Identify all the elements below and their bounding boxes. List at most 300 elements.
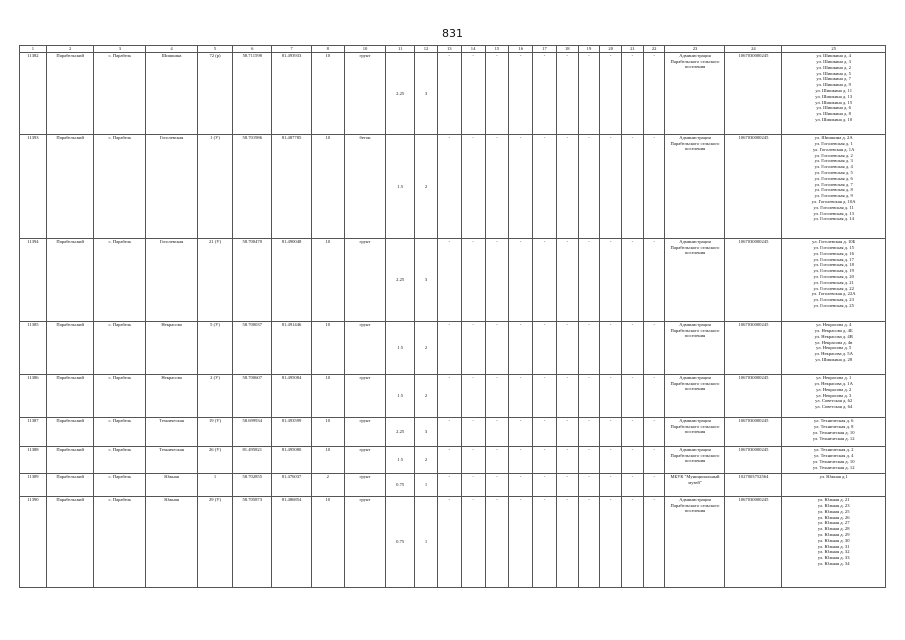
cell-street: Южная: [146, 497, 198, 588]
cell-settlement: Парабельский: [46, 322, 94, 375]
table-row: [20, 53, 886, 135]
cell-owner: Администрация Парабельского сельского поселения: [665, 239, 725, 322]
cell-area: 10: [311, 447, 344, 474]
cell-id: 11382: [20, 53, 47, 135]
cell-ogrn: 1067030000245: [725, 418, 782, 447]
cell-empty-dash: -: [533, 447, 557, 474]
column-header: 23: [665, 46, 725, 53]
cell-served-addresses: [782, 418, 886, 447]
served-address: ул. Гоголевская д. 8: [814, 187, 853, 193]
served-address: ул. Гоголевская д. 9: [814, 193, 853, 199]
served-address: ул. Некрасова д. 4В: [814, 333, 853, 339]
cell-col12: 3: [415, 418, 438, 447]
cell-empty-dash: -: [643, 474, 665, 497]
cell-empty-dash: -: [509, 239, 533, 322]
column-header: 6: [233, 46, 272, 53]
served-address: ул. Гоголевская д. 11: [813, 204, 854, 210]
cell-owner: Администрация Парабельского сельского поселения: [665, 53, 725, 135]
cell-empty-dash: -: [437, 322, 461, 375]
cell-settlement: Парабельский: [46, 135, 94, 239]
served-address: ул. Гоголевская д. 17: [813, 256, 854, 262]
cell-empty-dash: -: [600, 497, 622, 588]
cell-col11: 1.5: [386, 375, 415, 418]
cell-served-addresses: [782, 53, 886, 135]
column-header: 12: [415, 46, 438, 53]
cell-empty-dash: -: [622, 239, 644, 322]
cell-owner: Администрация Парабельского сельского поселения: [665, 322, 725, 375]
served-address: ул. Шишкина д. 2А: [814, 135, 853, 141]
cell-settlement: Парабельский: [46, 375, 94, 418]
table-row: [20, 418, 886, 447]
cell-area: 10: [311, 322, 344, 375]
cell-street: Гоголевская: [146, 135, 198, 239]
cell-empty-dash: -: [461, 53, 485, 135]
cell-locality: с. Парабель: [94, 53, 146, 135]
cell-street: Некрасова: [146, 322, 198, 375]
column-header: 1: [20, 46, 47, 53]
cell-longitude: 81.493599: [272, 418, 311, 447]
served-address: ул. Некрасова д. 2: [816, 386, 852, 392]
cell-col12: 3: [415, 239, 438, 322]
cell-col12: 2: [415, 447, 438, 474]
cell-empty-dash: -: [622, 375, 644, 418]
cell-empty-dash: -: [485, 447, 509, 474]
column-header: 20: [600, 46, 622, 53]
served-address: ул. Гоголевская д. 10Б: [812, 239, 856, 245]
served-address: ул. Южная д. 31: [817, 543, 850, 549]
cell-longitude: 81.476037: [272, 474, 311, 497]
cell-empty-dash: -: [437, 447, 461, 474]
table-row: [20, 239, 886, 322]
cell-id: 11394: [20, 239, 47, 322]
column-header: 15: [485, 46, 509, 53]
cell-empty-dash: -: [600, 474, 622, 497]
cell-surface: грунт: [344, 418, 385, 447]
cell-surface: бетон: [344, 135, 385, 239]
cell-street: Шишкина: [146, 53, 198, 135]
cell-owner: Администрация Парабельского сельского поселения: [665, 447, 725, 474]
cell-col12: 3: [415, 53, 438, 135]
cell-settlement: Парабельский: [46, 53, 94, 135]
cell-longitude: 81.495080: [272, 447, 311, 474]
cell-house: 5 (У): [197, 322, 232, 375]
served-address: ул. Некрасова д. 1А: [814, 381, 853, 387]
cell-empty-dash: -: [578, 322, 600, 375]
served-address: ул. Гоголевская д. 1А: [812, 146, 855, 152]
column-header: 24: [725, 46, 782, 53]
cell-empty-dash: -: [461, 322, 485, 375]
cell-longitude: 81.486854: [272, 497, 311, 588]
cell-area: 10: [311, 418, 344, 447]
served-address: ул. Гоголевская д. 23: [813, 297, 854, 303]
cell-empty-dash: -: [437, 497, 461, 588]
served-address: ул. Техническая д. 12: [812, 464, 855, 470]
served-address: ул. Техническая д. 2: [813, 447, 854, 453]
cell-empty-dash: -: [556, 375, 578, 418]
served-address: ул. Южная д.1: [819, 474, 848, 480]
served-address: ул. Гоголевская д. 1: [814, 141, 853, 147]
cell-street: Некрасова: [146, 375, 198, 418]
cell-ogrn: 1067030000245: [725, 447, 782, 474]
cell-empty-dash: -: [556, 135, 578, 239]
cell-empty-dash: -: [437, 375, 461, 418]
cell-empty-dash: -: [533, 239, 557, 322]
served-address: ул. Гоголевская д. 2: [814, 152, 853, 158]
table-row: [20, 375, 886, 418]
cell-empty-dash: -: [437, 418, 461, 447]
cell-empty-dash: -: [643, 418, 665, 447]
cell-empty-dash: -: [556, 322, 578, 375]
cell-surface: грунт: [344, 53, 385, 135]
cell-house: 72 (р): [197, 53, 232, 135]
column-header: 13: [437, 46, 461, 53]
column-header: 22: [643, 46, 665, 53]
cell-owner: Администрация Парабельского сельского поселения: [665, 375, 725, 418]
served-address: ул. Некрасова д. 4в: [815, 339, 853, 345]
served-address: ул. Гоголевская д. 25: [813, 303, 854, 309]
cell-longitude: 81.495084: [272, 375, 311, 418]
served-address: ул. Южная д. 25: [817, 508, 850, 514]
cell-empty-dash: -: [556, 497, 578, 588]
column-header: 7: [272, 46, 311, 53]
served-address: ул. Шишкина д. 28: [815, 357, 853, 363]
cell-col11: 1.5: [386, 322, 415, 375]
cell-latitude: 58.699934: [233, 418, 272, 447]
cell-surface: грунт: [344, 322, 385, 375]
served-address: ул. Южная д. 27: [817, 520, 850, 526]
cell-empty-dash: -: [643, 497, 665, 588]
served-address: ул. Советская д. 62: [815, 398, 853, 404]
column-header: 5: [197, 46, 232, 53]
served-address: ул. Шишкина д. 6: [816, 105, 851, 111]
cell-empty-dash: -: [556, 239, 578, 322]
column-header: 2: [46, 46, 94, 53]
column-header: 3: [94, 46, 146, 53]
column-header: 8: [311, 46, 344, 53]
cell-id: 11387: [20, 418, 47, 447]
cell-latitude: 58.700607: [233, 375, 272, 418]
cell-empty-dash: -: [533, 53, 557, 135]
table-body: [20, 46, 886, 588]
served-address: ул. Южная д. 30: [817, 537, 850, 543]
cell-col12: 1: [415, 497, 438, 588]
cell-served-addresses: [782, 497, 886, 588]
cell-empty-dash: -: [437, 474, 461, 497]
cell-empty-dash: -: [578, 375, 600, 418]
cell-empty-dash: -: [622, 474, 644, 497]
served-address: ул. Гоголевская д. 5: [814, 170, 853, 176]
served-address: ул. Техническая д. 10: [812, 429, 855, 435]
cell-empty-dash: -: [509, 447, 533, 474]
cell-empty-dash: -: [578, 474, 600, 497]
cell-empty-dash: -: [643, 322, 665, 375]
cell-id: 11390: [20, 497, 47, 588]
cell-latitude: 58.701986: [233, 135, 272, 239]
served-address: ул. Южная д. 28: [817, 526, 850, 532]
cell-surface: грунт: [344, 497, 385, 588]
column-header: 10: [344, 46, 385, 53]
served-address: ул. Гоголевская д. 19: [813, 268, 854, 274]
served-address: ул. Гоголевская д. 16: [813, 250, 854, 256]
cell-locality: с. Парабель: [94, 322, 146, 375]
cell-empty-dash: -: [578, 53, 600, 135]
cell-empty-dash: -: [622, 322, 644, 375]
cell-house: 19 (У): [197, 418, 232, 447]
cell-empty-dash: -: [578, 239, 600, 322]
served-address: ул. Техническая д. 6: [813, 418, 854, 424]
cell-empty-dash: -: [533, 322, 557, 375]
cell-locality: с. Парабель: [94, 447, 146, 474]
served-address: ул. Некрасова д. 1: [816, 375, 852, 381]
cell-empty-dash: -: [556, 418, 578, 447]
cell-owner: МБУК "Муниципальный музей": [665, 474, 725, 497]
cell-empty-dash: -: [622, 135, 644, 239]
cell-area: 10: [311, 53, 344, 135]
cell-col12: 2: [415, 375, 438, 418]
cell-area: 10: [311, 135, 344, 239]
cell-id: 11386: [20, 375, 47, 418]
cell-empty-dash: -: [461, 497, 485, 588]
cell-empty-dash: -: [485, 322, 509, 375]
cell-locality: с. Парабель: [94, 239, 146, 322]
cell-id: 11389: [20, 474, 47, 497]
cell-empty-dash: -: [509, 497, 533, 588]
cell-col11: 0.75: [386, 497, 415, 588]
cell-empty-dash: -: [485, 53, 509, 135]
cell-longitude: 81.490048: [272, 239, 311, 322]
cell-empty-dash: -: [600, 135, 622, 239]
served-address: ул. Южная д. 21: [817, 497, 850, 503]
served-address: ул. Гоголевская д. 6: [814, 175, 853, 181]
cell-surface: грунт: [344, 447, 385, 474]
column-header: 25: [782, 46, 886, 53]
cell-empty-dash: -: [622, 53, 644, 135]
cell-settlement: Парабельский: [46, 497, 94, 588]
column-header: 11: [386, 46, 415, 53]
cell-latitude: 58.711598: [233, 53, 272, 135]
served-address: ул. Некрасова д. 3: [816, 392, 852, 398]
cell-empty-dash: -: [643, 447, 665, 474]
cell-house: 2 (У): [197, 375, 232, 418]
cell-empty-dash: -: [622, 447, 644, 474]
cell-locality: с. Парабель: [94, 135, 146, 239]
cell-house: 26 (У): [197, 447, 232, 474]
served-address: ул. Шишкина д. 5: [816, 70, 851, 76]
column-header: 18: [556, 46, 578, 53]
cell-empty-dash: -: [643, 135, 665, 239]
cell-served-addresses: [782, 322, 886, 375]
column-header: 17: [533, 46, 557, 53]
cell-area: 2: [311, 474, 344, 497]
cell-ogrn: 1067030000245: [725, 322, 782, 375]
cell-empty-dash: -: [622, 497, 644, 588]
cell-empty-dash: -: [600, 322, 622, 375]
cell-empty-dash: -: [461, 447, 485, 474]
cell-ogrn: 1067030000245: [725, 53, 782, 135]
cell-empty-dash: -: [437, 239, 461, 322]
cell-ogrn: 1067030000245: [725, 497, 782, 588]
column-header: 16: [509, 46, 533, 53]
served-address: ул. Техническая д. 12: [812, 435, 855, 441]
cell-empty-dash: -: [533, 497, 557, 588]
served-address: ул. Шишкина д. 13: [815, 93, 853, 99]
cell-area: 10: [311, 375, 344, 418]
cell-empty-dash: -: [643, 375, 665, 418]
cell-locality: с. Парабель: [94, 474, 146, 497]
cell-col11: 0.75: [386, 474, 415, 497]
cell-served-addresses: [782, 375, 886, 418]
served-address: ул. Шишкина д. 4: [816, 53, 851, 59]
cell-empty-dash: -: [485, 135, 509, 239]
cell-house: 29 (У): [197, 497, 232, 588]
served-address: ул. Некрасова д. 5А: [814, 351, 853, 357]
table-row: [20, 135, 886, 239]
table-row: [20, 497, 886, 588]
cell-settlement: Парабельский: [46, 474, 94, 497]
table-row: [20, 322, 886, 375]
cell-owner: Администрация Парабельского сельского поселения: [665, 135, 725, 239]
served-address: ул. Южная д. 33: [817, 555, 850, 561]
cell-surface: грунт: [344, 239, 385, 322]
container-sites-table: [19, 45, 886, 588]
served-address: ул. Шишкина д. 3: [816, 59, 851, 65]
cell-empty-dash: -: [509, 375, 533, 418]
cell-id: 11385: [20, 322, 47, 375]
served-address: ул. Шишкина д. 9: [816, 82, 851, 88]
cell-empty-dash: -: [556, 474, 578, 497]
cell-house: 1 (У): [197, 135, 232, 239]
served-address: ул. Шишкина д. 2: [816, 64, 851, 70]
cell-empty-dash: -: [485, 474, 509, 497]
served-address: ул. Гоголевская д. 21: [813, 279, 854, 285]
cell-col11: 2.25: [386, 53, 415, 135]
cell-col11: 2.25: [386, 418, 415, 447]
cell-longitude: 81.487785: [272, 135, 311, 239]
cell-empty-dash: -: [509, 474, 533, 497]
cell-empty-dash: -: [643, 53, 665, 135]
cell-served-addresses: [782, 239, 886, 322]
cell-empty-dash: -: [533, 375, 557, 418]
cell-empty-dash: -: [600, 418, 622, 447]
cell-ogrn: 1067030000245: [725, 239, 782, 322]
cell-area: 10: [311, 497, 344, 588]
served-address: ул. Гоголевская д. 14: [813, 216, 854, 222]
served-address: ул. Гоголевская д. 20: [813, 274, 854, 280]
served-address: ул. Гоголевская д. 4: [814, 164, 853, 170]
page-number: 831: [442, 27, 463, 40]
served-address: ул. Гоголевская д. 10А: [811, 199, 856, 205]
cell-col11: 1.5: [386, 135, 415, 239]
cell-house: 21 (У): [197, 239, 232, 322]
served-address: ул. Гоголевская д. 13: [813, 210, 854, 216]
cell-street: Техническая: [146, 447, 198, 474]
served-address: ул. Шишкина д. 15: [815, 99, 853, 105]
cell-col11: 1.5: [386, 447, 415, 474]
cell-id: 11388: [20, 447, 47, 474]
served-address: ул. Некрасова д. 5: [816, 345, 852, 351]
served-address: ул. Шишкина д. 10: [815, 117, 853, 123]
cell-empty-dash: -: [533, 418, 557, 447]
cell-empty-dash: -: [600, 375, 622, 418]
cell-ogrn: 1067030000245: [725, 135, 782, 239]
served-address: ул. Техническая д. 4: [813, 453, 854, 459]
cell-empty-dash: -: [578, 447, 600, 474]
cell-longitude: 81.493933: [272, 53, 311, 135]
served-address: ул. Гоголевская д. 15: [813, 245, 854, 251]
cell-ogrn: 1027003752564: [725, 474, 782, 497]
cell-locality: с. Парабель: [94, 497, 146, 588]
cell-empty-dash: -: [556, 447, 578, 474]
cell-col12: 2: [415, 322, 438, 375]
cell-locality: с. Парабель: [94, 418, 146, 447]
cell-longitude: 81.491446: [272, 322, 311, 375]
cell-empty-dash: -: [509, 135, 533, 239]
served-address: ул. Южная д. 23: [817, 503, 850, 509]
served-address: ул. Шишкина д. 8: [816, 111, 851, 117]
served-address: ул. Южная д. 26: [817, 514, 850, 520]
served-address: ул. Некрасова д. 4: [816, 322, 852, 328]
served-address: ул. Гоголевская д. 22: [813, 285, 854, 291]
served-address: ул. Советская д. 64: [815, 404, 853, 410]
cell-served-addresses: [782, 474, 886, 497]
cell-locality: с. Парабель: [94, 375, 146, 418]
cell-empty-dash: -: [437, 135, 461, 239]
served-address: ул. Южная д. 32: [817, 549, 850, 555]
cell-empty-dash: -: [461, 239, 485, 322]
cell-ogrn: 1067030000245: [725, 375, 782, 418]
cell-empty-dash: -: [622, 418, 644, 447]
cell-empty-dash: -: [578, 497, 600, 588]
cell-latitude: 58.702855: [233, 474, 272, 497]
cell-empty-dash: -: [600, 447, 622, 474]
served-address: ул. Гоголевская д. 18: [813, 262, 854, 268]
served-address: ул. Некрасова д. 4Б: [814, 328, 853, 334]
cell-street: Техническая: [146, 418, 198, 447]
cell-col12: 1: [415, 474, 438, 497]
cell-empty-dash: -: [485, 418, 509, 447]
cell-surface: грунт: [344, 474, 385, 497]
cell-empty-dash: -: [485, 239, 509, 322]
cell-latitude: 58.705873: [233, 497, 272, 588]
served-address: ул. Южная д. 34: [817, 561, 850, 567]
table-row: [20, 474, 886, 497]
served-address: ул. Шишкина д. 11: [815, 88, 853, 94]
cell-latitude: 81.495821: [233, 447, 272, 474]
cell-empty-dash: -: [509, 418, 533, 447]
cell-latitude: 58.700470: [233, 239, 272, 322]
cell-street: Южная: [146, 474, 198, 497]
served-address: ул. Техническая д. 10: [812, 458, 855, 464]
cell-area: 10: [311, 239, 344, 322]
column-header: 19: [578, 46, 600, 53]
served-address: ул. Гоголевская д. 7: [814, 181, 853, 187]
cell-street: Гоголевская: [146, 239, 198, 322]
cell-empty-dash: -: [437, 53, 461, 135]
cell-served-addresses: [782, 135, 886, 239]
cell-empty-dash: -: [461, 418, 485, 447]
cell-empty-dash: -: [533, 474, 557, 497]
served-address: ул. Гоголевская д. 3: [814, 158, 853, 164]
cell-settlement: Парабельский: [46, 447, 94, 474]
cell-empty-dash: -: [600, 239, 622, 322]
cell-settlement: Парабельский: [46, 239, 94, 322]
cell-empty-dash: -: [600, 53, 622, 135]
table-row: [20, 447, 886, 474]
cell-empty-dash: -: [461, 375, 485, 418]
cell-served-addresses: [782, 447, 886, 474]
cell-empty-dash: -: [533, 135, 557, 239]
cell-empty-dash: -: [578, 135, 600, 239]
